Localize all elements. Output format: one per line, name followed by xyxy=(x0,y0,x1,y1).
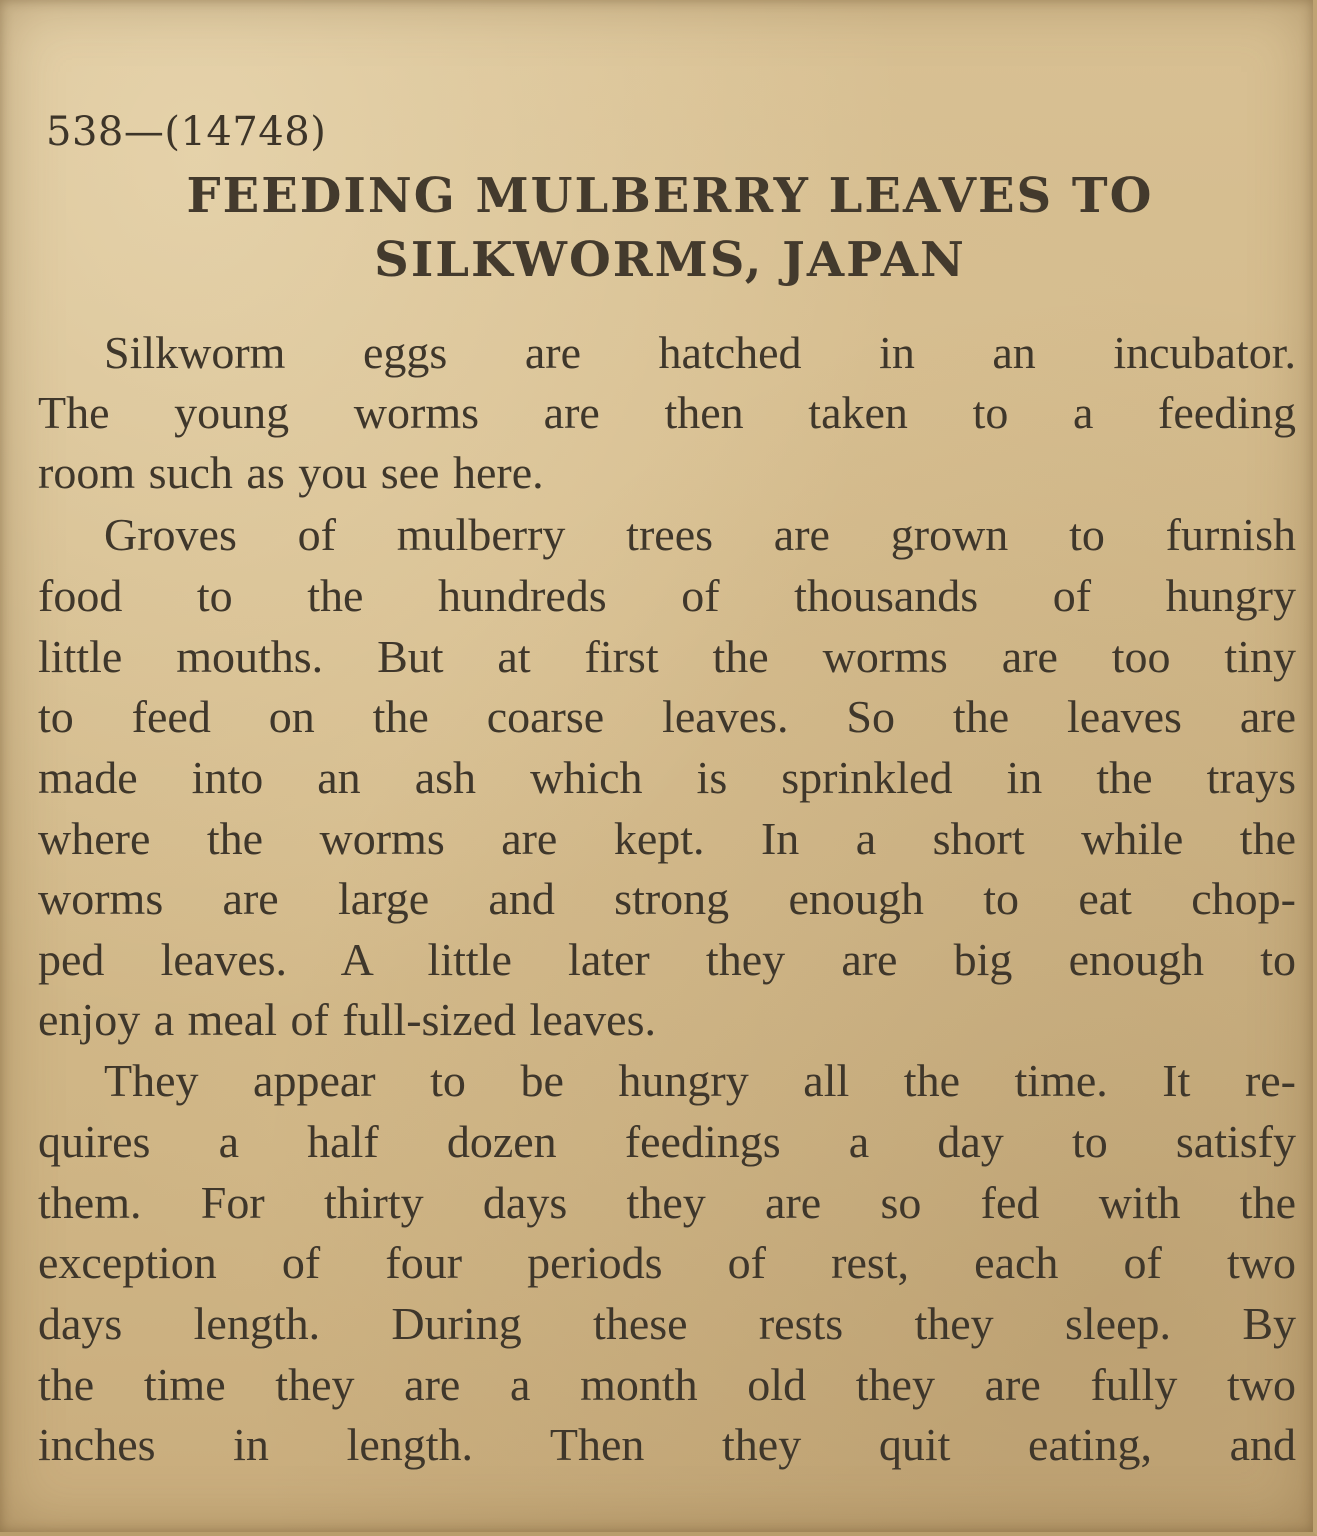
body-line: the time they are a month old they are fully two xyxy=(38,1359,1296,1410)
body-line: exception of four periods of rest, each of two xyxy=(38,1237,1296,1288)
title-line-2: SILKWORMS, JAPAN xyxy=(374,232,966,288)
body-line: made into an ash which is sprinkled in the trays xyxy=(38,752,1296,803)
catalog-number: 538—(14748) xyxy=(46,109,327,155)
body-line: Silkworm eggs are hatched in an incubator. xyxy=(104,327,1296,378)
body-line: room such as you see here. xyxy=(38,447,544,498)
body-line: little mouths. But at first the worms are too tiny xyxy=(38,631,1296,682)
title-line-1: FEEDING MULBERRY LEAVES TO xyxy=(186,168,1154,224)
body-line: quires a half dozen feedings a day to satisfy xyxy=(38,1116,1296,1167)
body-line: They appear to be hungry all the time. It re- xyxy=(104,1055,1296,1106)
body-line: inches in length. Then they quit eating, and xyxy=(38,1419,1296,1470)
body-line: food to the hundreds of thousands of hungry xyxy=(38,570,1296,621)
body-line: Groves of mulberry trees are grown to furnish xyxy=(104,509,1296,560)
body-line: ped leaves. A little later they are big enough to xyxy=(38,934,1296,985)
body-line: The young worms are then taken to a feeding xyxy=(38,387,1296,438)
body-line: days length. During these rests they sleep. By xyxy=(38,1298,1296,1349)
body-line: them. For thirty days they are so fed with the xyxy=(38,1177,1296,1228)
body-line: where the worms are kept. In a short while the xyxy=(38,813,1296,864)
body-line: to feed on the coarse leaves. So the leaves are xyxy=(38,691,1296,742)
body-line: enjoy a meal of full-sized leaves. xyxy=(38,994,656,1045)
body-line: worms are large and strong enough to eat chop- xyxy=(38,873,1296,924)
